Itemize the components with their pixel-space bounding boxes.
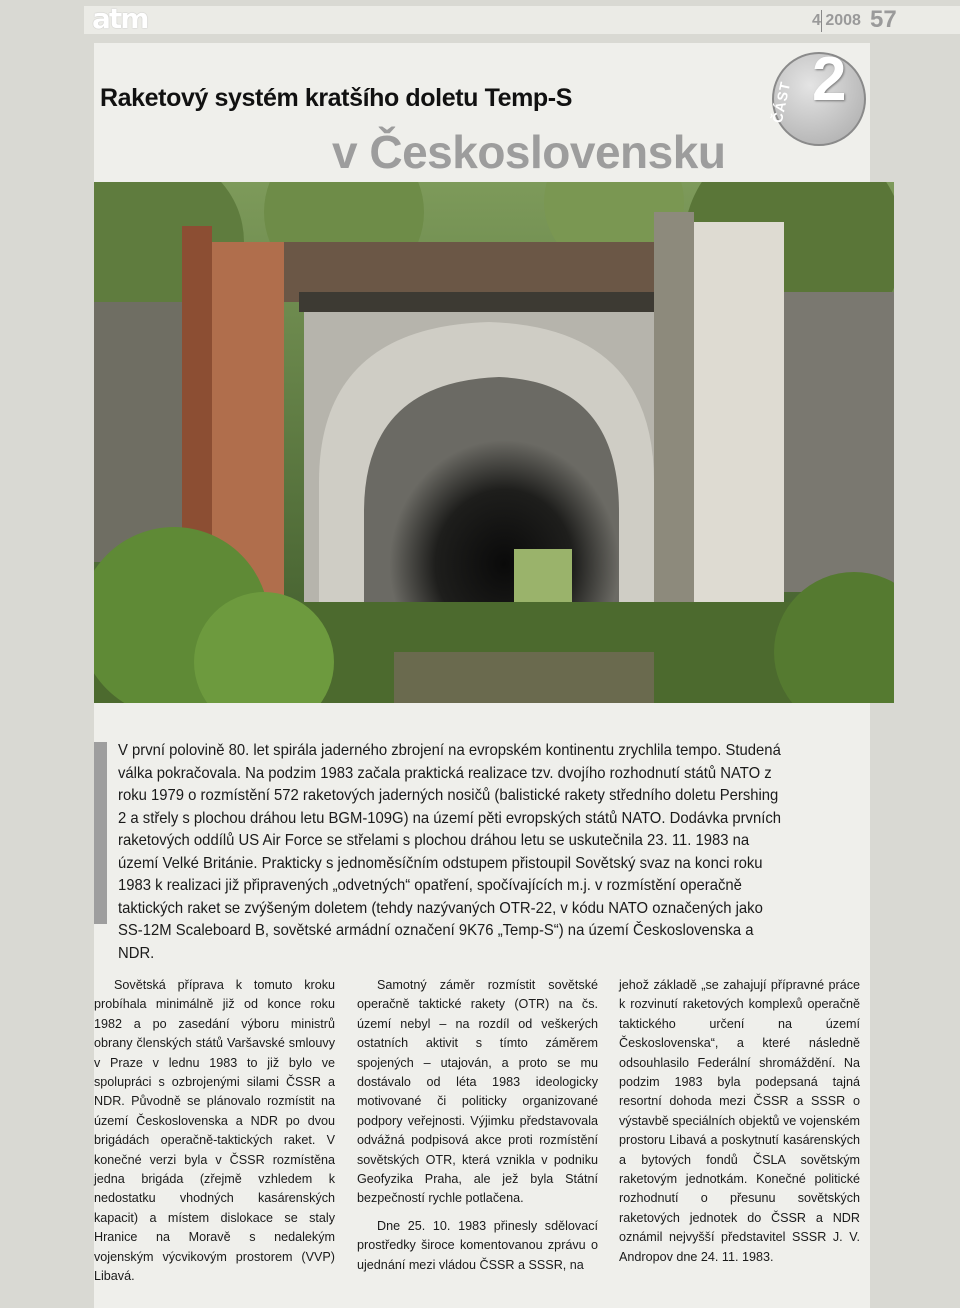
- text-column-3: [619, 976, 860, 1267]
- bunker-photo: [94, 182, 894, 703]
- article-subtitle: v Československu: [332, 126, 726, 178]
- part-badge-label: ČÁST: [768, 79, 794, 125]
- text-column-2: [357, 976, 598, 1275]
- page-number: 57: [870, 6, 897, 33]
- part-badge-number: 2: [812, 45, 847, 114]
- article-title: Raketový systém kratšího doletu Temp-S: [100, 84, 572, 112]
- column-2-paragraph-2: Dne 25. 10. 1983 přinesly sdělovací prostředky široce komentovanou zprávu o ujednání mezi vládou ČSSR a SSSR, na: [357, 1218, 598, 1272]
- column-2-paragraph-1: Samotný záměr rozmístit sovětské operačně taktické rakety (OTR) na čs. území nebyl – na rozdíl od veškerých ostatních aktivit s tímto záměrem spojených – utajován, a proto se mu dostávalo od léta 1983 ideologicky motivované či politicky organizované podpory veřejnosti. Výjimku představovala odvážná podpisová akce proti rozmístění sovětských OTR, která vznikla v podniku Geofyzika Praha, ale jež byla Státní bezpečností rychle potlačena.: [357, 978, 598, 1206]
- column-1-paragraph: Sovětská příprava k tomuto kroku probíhala minimálně již od konce roku 1982 a po zasedání výboru ministrů obrany členských států Varšavské smlouvy v Praze v lednu 1983 to již bylo ve spolupráci s ozbrojenými silami ČSSR a NDR. Původně se plánovalo rozmístit na území Československa a NDR po dvou brigádách operačně-taktických raket. V konečné verzi byla v ČSSR rozmístěna jedna brigáda (zřejmě vzhledem k nedostatku vhodných kasárenských kapacit) a místem dislokace se staly Hranice na Moravě s nedalekým vojenským výcvikovým prostorem (VVP) Libavá.: [94, 978, 335, 1284]
- magazine-logo: atm: [92, 2, 148, 35]
- text-column-1: [94, 976, 335, 1287]
- lead-accent-bar: [94, 742, 107, 924]
- column-3-paragraph: jehož základě „se zahajují přípravné práce k rozvinutí raketových komplexů operačně taktického určení na území Československa“, a které následně odsouhlasilo Federální shromáždění. Na podzim 1983 byla podepsaná tajná resortní dohoda mezi ČSSR a SSSR o výstavbě speciálních objektů ve vojenském prostoru Libavá a poskytnutí kasárenských a bytových fondů ČSLA sovětským raketovým jednotkám. Konečné politické rozhodnutí o přesunu sovětských raketových jednotek do ČSSR a NDR oznámil nejvyšší představitel SSSR J. V. Andropov dne 24. 11. 1983.: [619, 978, 860, 1264]
- issue-number: 4 2008: [812, 12, 861, 29]
- bunker-photo-illustration: [94, 182, 894, 703]
- lead-paragraph: V první polovině 80. let spirála jaderného zbrojení na evropském kontinentu zrychlila tempo. Studená válka pokračovala. Na podzim 1983 začala praktická realizace tzv. dvojího rozhodnutí států NATO z roku 1979 o rozmístění 572 raketových jaderných nosičů (balistické rakety středního doletu Pershing 2 a střely s plochou dráhou letu BGM-109G) na území pěti evropských států NATO. Dodávka prvních raketových oddílů US Air Force se střelami s plochou dráhou letu se uskutečnila 23. 11. 1983 na území Velké Británie. Prakticky s jednoměsíčním odstupem přistoupil Sovětský svaz na konci roku 1983 k realizaci již připravených „odvetných“ opatření, spočívajících m.j. v rozmístění operačně taktických raket se zvýšeným doletem (tehdy nazývaných OTR-22, v kódu NATO označených jako SS-12M Scaleboard B, sovětské armádní označení 9K76 „Temp-S“) na území Československa a NDR.: [118, 742, 782, 962]
